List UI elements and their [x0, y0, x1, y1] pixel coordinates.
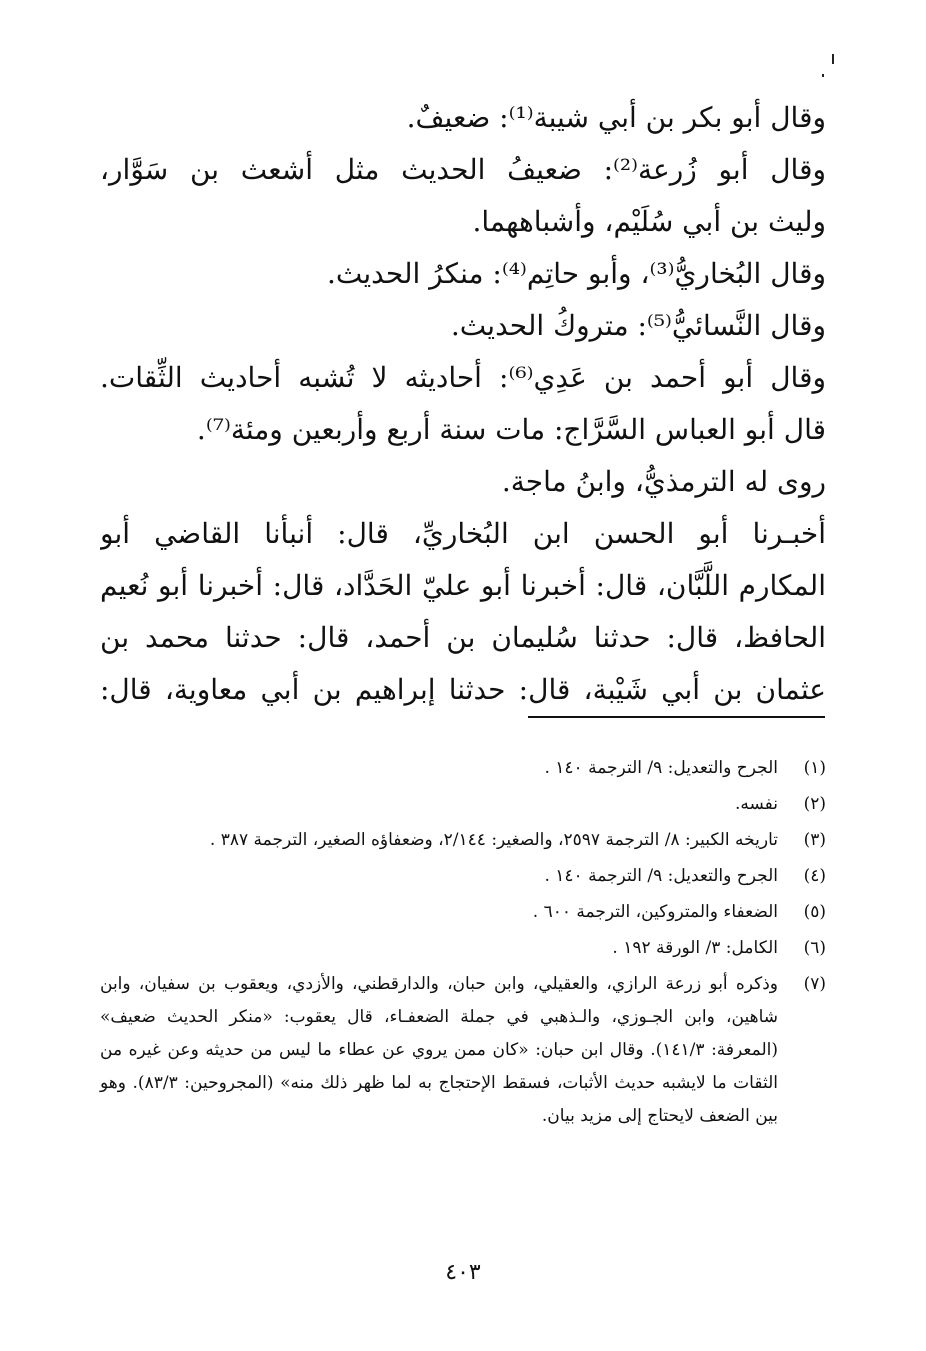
text-line: روى له الترمذيُّ، وابنُ ماجة.	[501, 465, 826, 498]
footnote-text: الكامل: ٣/ الورقة ١٩٢ .	[612, 938, 778, 958]
footnote-text: نفسه.	[734, 794, 778, 814]
footnote-number: (٦)	[803, 938, 826, 958]
footnote-number: (٢)	[803, 794, 826, 814]
footnote-number: (٤)	[803, 866, 826, 886]
footnote	[100, 752, 826, 785]
footnotes	[100, 752, 826, 1136]
footnote	[100, 932, 826, 965]
footnote-number: (٧)	[803, 974, 826, 994]
footnote-number: (٥)	[803, 902, 826, 922]
text-line: أخبـرنا أبو الحسن ابن البُخاريِّ، قال: أنبأنا القاضي أبو	[100, 517, 826, 550]
footnote-text: الجرح والتعديل: ٩/ الترجمة ١٤٠ .	[544, 866, 778, 886]
text-line: وقال أبو بكر بن أبي شيبة⁽¹⁾: ضعيفٌ.	[406, 101, 826, 134]
footnote	[100, 968, 826, 1133]
text-line: وقال أبو أحمد بن عَدِي⁽⁶⁾: أحاديثه لا تُشبه أحاديث الثِّقات.	[100, 361, 826, 394]
text-line: الحافظ، قال: حدثنا سُليمان بن أحمد، قال: حدثنا محمد بن	[100, 621, 826, 654]
text-line: وقال النَّسائيُّ⁽⁵⁾: متروكُ الحديث.	[450, 309, 826, 342]
text-line: وقال البُخاريُّ⁽³⁾، وأبو حاتِم⁽⁴⁾: منكرُ الحديث.	[326, 257, 826, 290]
text-line: وليث بن أبي سُلَيْم، وأشباههما.	[472, 205, 826, 238]
footnote	[100, 824, 826, 857]
footnote-number: (٣)	[803, 830, 826, 850]
text-line: عثمان بن أبي شَيْبة، قال: حدثنا إبراهيم بن أبي معاوية، قال:	[100, 673, 826, 706]
footnote	[100, 860, 826, 893]
footnote-text: تاريخه الكبير: ٨/ الترجمة ٢٥٩٧، والصغير: ٢/١٤٤، وضعفاؤه الصغير، الترجمة ٣٨٧ .	[209, 830, 778, 850]
text-line: وقال أبو زُرعة⁽²⁾: ضعيفُ الحديث مثل أشعث بن سَوَّار،	[100, 153, 826, 186]
footnote-number: (١)	[803, 758, 826, 778]
footnote	[100, 896, 826, 929]
text-line: المكارم اللَّبَّان، قال: أخبرنا أبو عليّ الحَدَّاد، قال: أخبرنا أبو نُعيم	[100, 569, 826, 602]
footnote-text: وذكره أبو زرعة الرازي، والعقيلي، وابن حبان، والدارقطني، والأزدي، ويعقوب بن سفيان، وابن شاهين، وابن الجـوزي، والـذهبي في جملة الضعفـاء، قال يعقوب: «منكر الحديث ضعيف» (المعرفة: ١٤١/٣). وقال ابن حبان: «كان ممن يروي عن عطاء ما ليس من حديثه وعن غيره من الثقات ما لايشبه حديث الأثبات، فسقط الإحتجاج به لما ظهر ذلك منه» (المجروحين: ٨٣/٣). وهو بين الضعف لايحتاج إلى مزيد بيان.	[100, 974, 778, 1126]
footnote-separator	[528, 716, 825, 718]
main-text	[100, 92, 826, 716]
text-line: قال أبو العباس السَّرَّاج: مات سنة أربع وأربعين ومئة⁽⁷⁾.	[196, 413, 826, 446]
footnote-text: الجرح والتعديل: ٩/ الترجمة ١٤٠ .	[544, 758, 778, 778]
scan-mark	[832, 54, 834, 64]
scan-mark	[822, 74, 824, 77]
footnote	[100, 788, 826, 821]
page-number: ٤٠٣	[445, 1260, 481, 1285]
footnote-text: الضعفاء والمتروكين، الترجمة ٦٠٠ .	[532, 902, 778, 922]
